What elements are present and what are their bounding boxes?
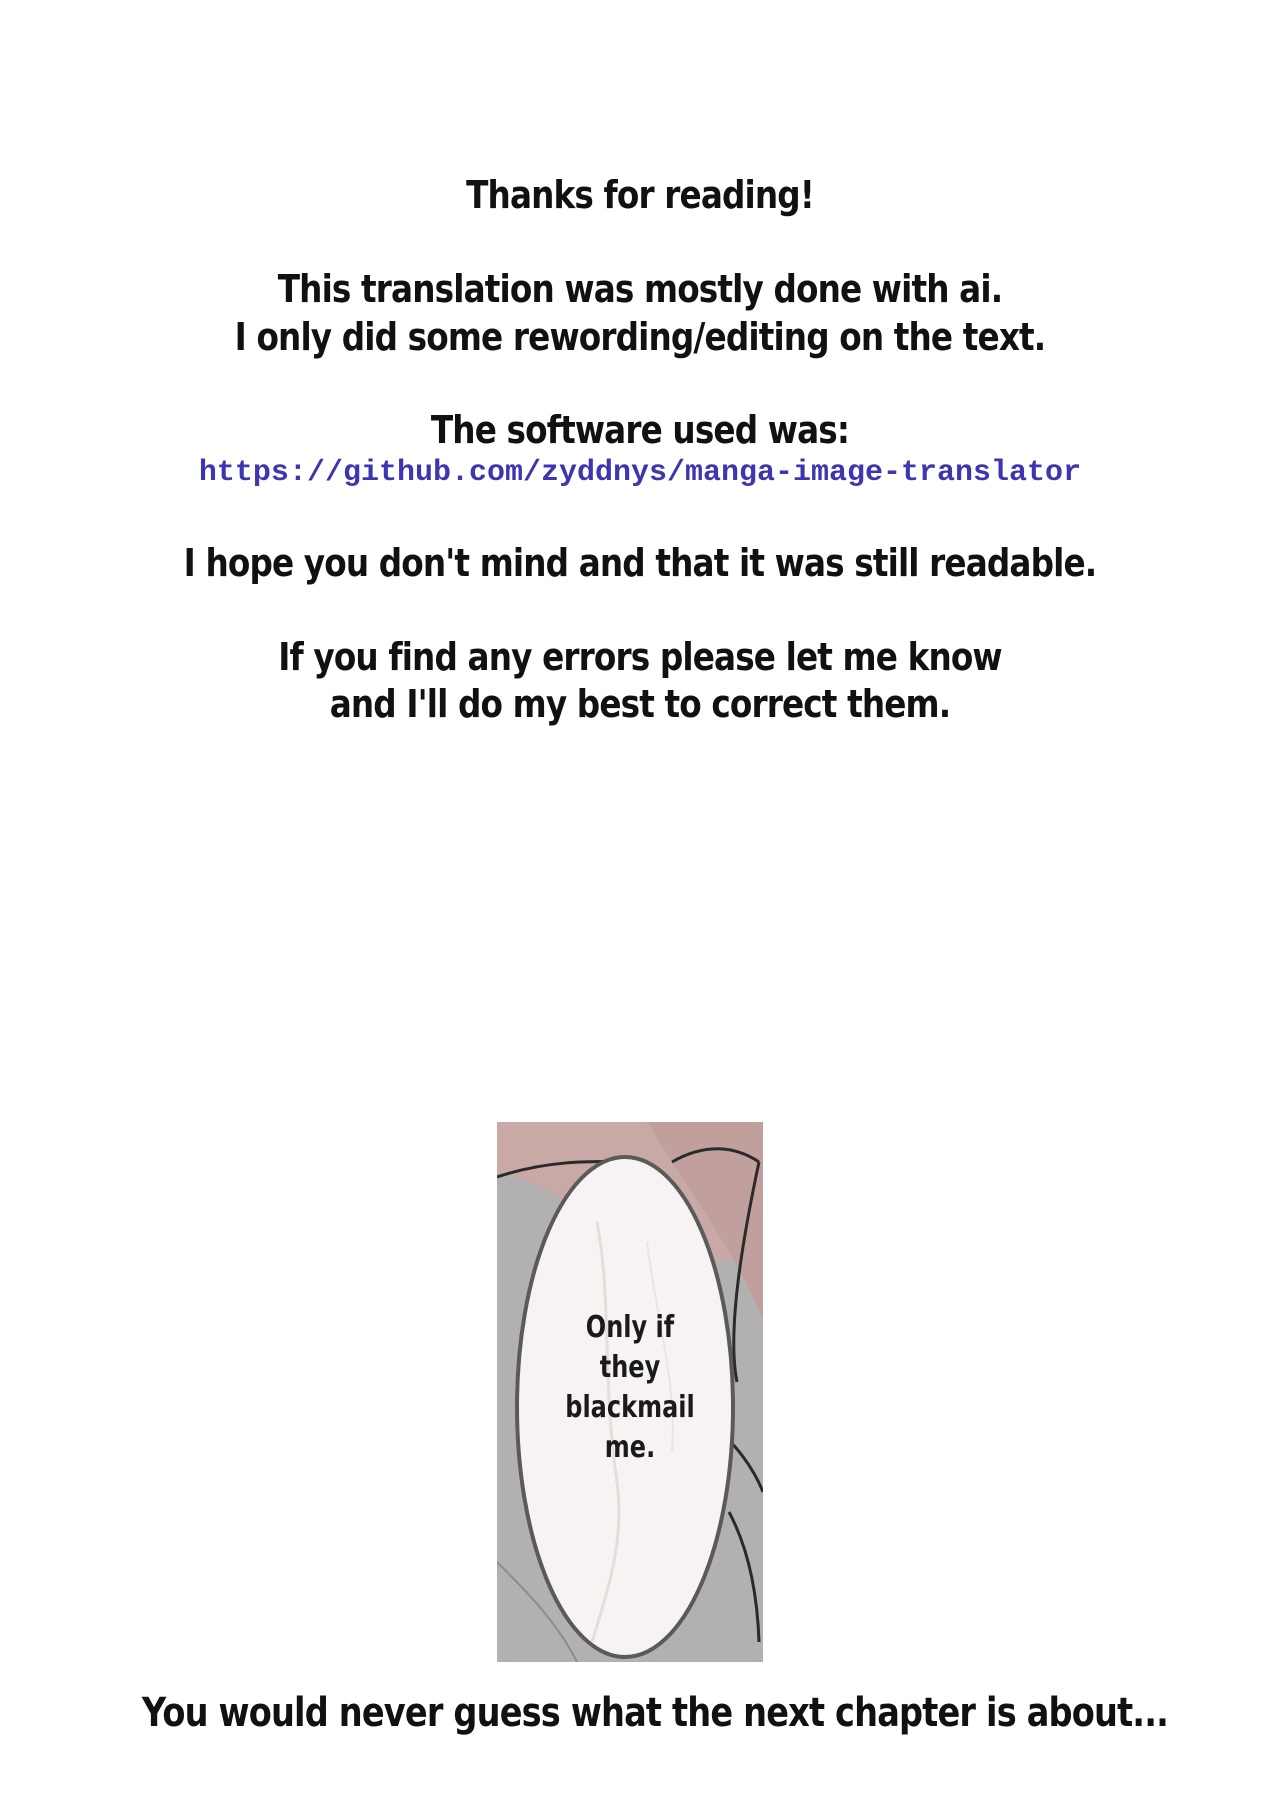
closing-text: You would never guess what the next chapter is about... (141, 1690, 1169, 1736)
ai-note-line-2: I only did some rewording/editing on the text. (234, 315, 1046, 359)
bubble-line-3: blackmail (565, 1390, 695, 1425)
bubble-line-4: me. (604, 1430, 656, 1465)
ai-note-line-1: This translation was mostly done with ai. (277, 267, 1003, 311)
software-label: The software used was: (430, 408, 850, 452)
manga-panel (497, 1122, 763, 1662)
errors-line-1: If you find any errors please let me know (278, 635, 1002, 679)
software-link[interactable]: https://github.com/zyddnys/manga-image-translator (198, 456, 1082, 490)
bubble-line-1: Only if (585, 1310, 675, 1345)
errors-line-2: and I'll do my best to correct them. (329, 682, 951, 726)
bubble-line-2: they (599, 1350, 661, 1385)
hope-text: I hope you don't mind and that it was still readable. (183, 541, 1097, 585)
thanks-text: Thanks for reading! (466, 173, 814, 217)
